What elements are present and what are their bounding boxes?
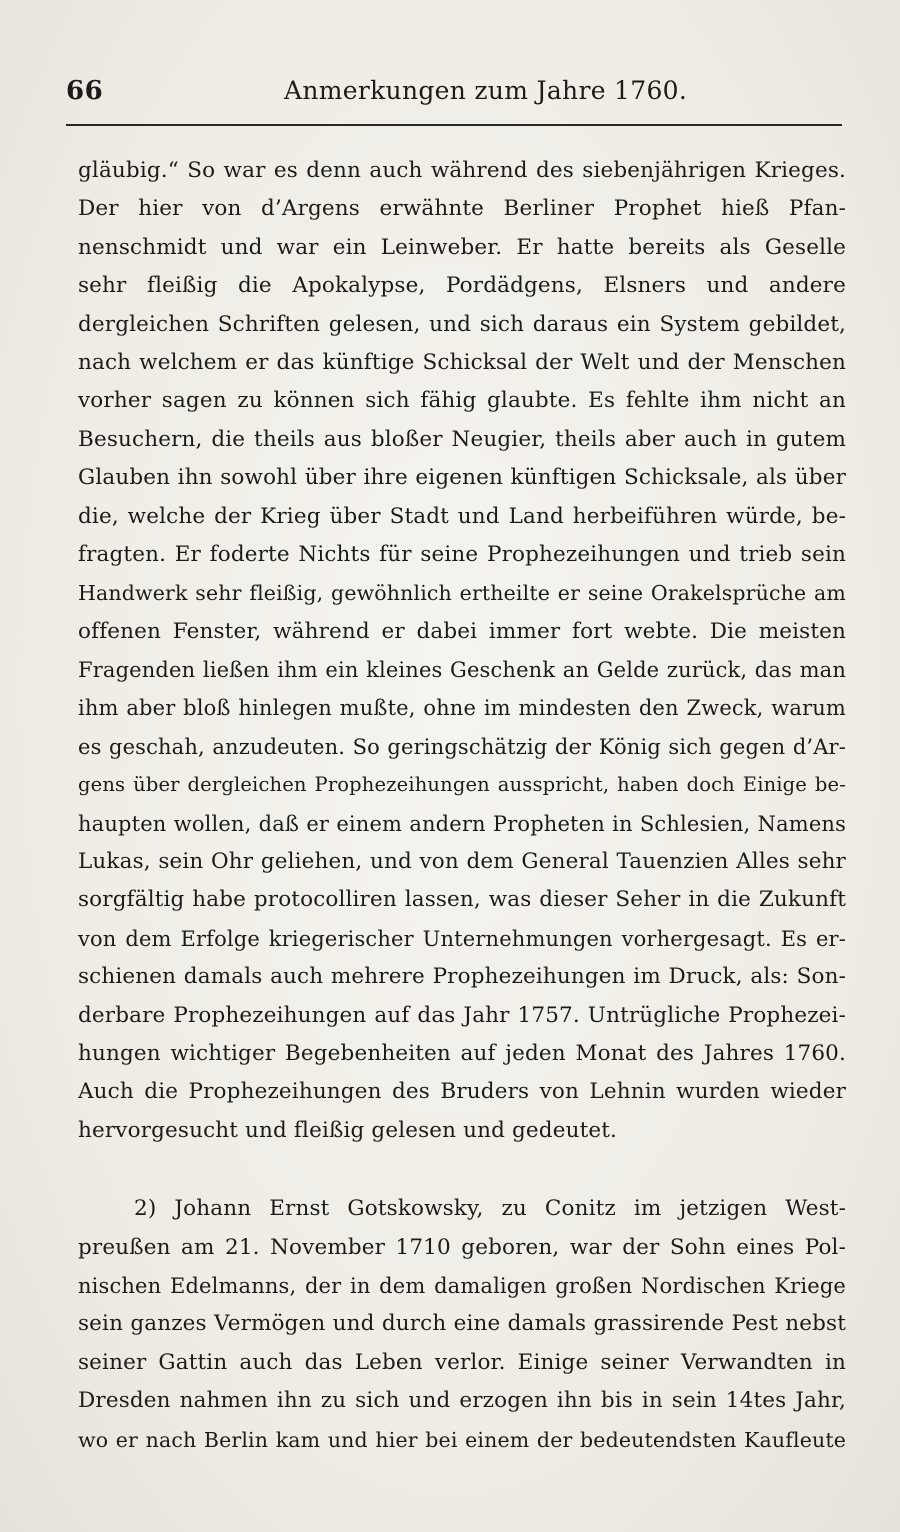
text-line: sein ganzes Vermögen und durch eine damals grassirende Pest nebst — [78, 1311, 846, 1337]
text-line: Lukas, sein Ohr geliehen, und von dem General Tauenzien Alles sehr — [78, 849, 846, 875]
text-line: Besuchern, die theils aus bloßer Neugier, theils aber auch in gutem — [78, 426, 846, 452]
body-text — [78, 152, 846, 1459]
text-line: sorgfältig habe protocolliren lassen, was dieser Seher in die Zukunft — [78, 887, 846, 913]
text-line: vorher sagen zu können sich fähig glaubte. Es fehlte ihm nicht an — [78, 388, 846, 414]
text-line: die, welche der Krieg über Stadt und Land herbeiführen würde, be- — [78, 503, 846, 529]
text-line: Auch die Prophezeihungen des Bruders von Lehnin wurden wieder — [78, 1079, 846, 1105]
text-line: Handwerk sehr fleißig, gewöhnlich ertheilte er seine Orakelsprüche am — [78, 581, 846, 606]
running-head: Anmerkungen zum Jahre 1760. — [284, 76, 688, 105]
text-line: preußen am 21. November 1710 geboren, war der Sohn eines Pol- — [78, 1234, 846, 1260]
text-line: schienen damals auch mehrere Prophezeihungen im Druck, als: Son- — [78, 964, 846, 990]
text-line: seiner Gattin auch das Leben verlor. Einige seiner Verwandten in — [78, 1349, 846, 1375]
paragraph-1 — [78, 152, 846, 1150]
text-line: Der hier von d’Argens erwähnte Berliner Prophet hieß Pfan- — [78, 196, 846, 222]
text-line: 2) Johann Ernst Gotskowsky, zu Conitz im jetzigen West- — [134, 1196, 846, 1222]
page-header — [66, 76, 842, 116]
text-line: haupten wollen, daß er einem andern Propheten in Schlesien, Namens — [78, 811, 846, 836]
text-line: Glauben ihn sowohl über ihre eigenen künftigen Schicksale, als über — [78, 465, 846, 491]
text-line: es geschah, anzudeuten. So geringschätzig der König sich gegen d’Ar- — [78, 734, 846, 759]
text-line: nach welchem er das künftige Schicksal der Welt und der Menschen — [78, 349, 846, 375]
text-line: Dresden nahmen ihn zu sich und erzogen ihn bis in sein 14tes Jahr, — [78, 1388, 846, 1414]
text-line: hervorgesucht und fleißig gelesen und gedeutet. — [78, 1117, 618, 1143]
paragraph-gap — [78, 1150, 846, 1190]
text-line: gens über dergleichen Prophezeihungen ausspricht, haben doch Einige be- — [78, 773, 846, 797]
text-line: sehr fleißig die Apokalypse, Pordädgens, Elsners und andere — [78, 273, 846, 299]
text-line: offenen Fenster, während er dabei immer fort webte. Die meisten — [78, 618, 846, 644]
text-line: gläubig.“ So war es denn auch während des siebenjährigen Krieges. — [78, 158, 846, 183]
text-line: dergleichen Schriften gelesen, und sich daraus ein System gebildet, — [78, 311, 846, 337]
paragraph-2 — [78, 1190, 846, 1459]
text-line: fragten. Er foderte Nichts für seine Prophezeihungen und trieb sein — [78, 541, 846, 567]
text-line: von dem Erfolge kriegerischer Unternehmungen vorhergesagt. Es er- — [78, 926, 846, 951]
text-line: nenschmidt und war ein Leinweber. Er hatte bereits als Geselle — [78, 234, 846, 260]
text-line: derbare Prophezeihungen auf das Jahr 1757. Untrügliche Prophezei- — [78, 1002, 846, 1028]
text-line: Fragenden ließen ihm ein kleines Geschenk an Gelde zurück, das man — [78, 658, 846, 683]
text-line: nischen Edelmanns, der in dem damaligen großen Nordischen Kriege — [78, 1273, 846, 1298]
text-line: hungen wichtiger Begebenheiten auf jeden Monat des Jahres 1760. — [78, 1040, 846, 1066]
text-line: wo er nach Berlin kam und hier bei einem der bedeutendsten Kaufleute — [78, 1427, 846, 1452]
page-number: 66 — [66, 76, 104, 106]
text-line: ihm aber bloß hinlegen mußte, ohne im mindesten den Zweck, warum — [78, 696, 846, 721]
header-rule — [66, 124, 842, 126]
